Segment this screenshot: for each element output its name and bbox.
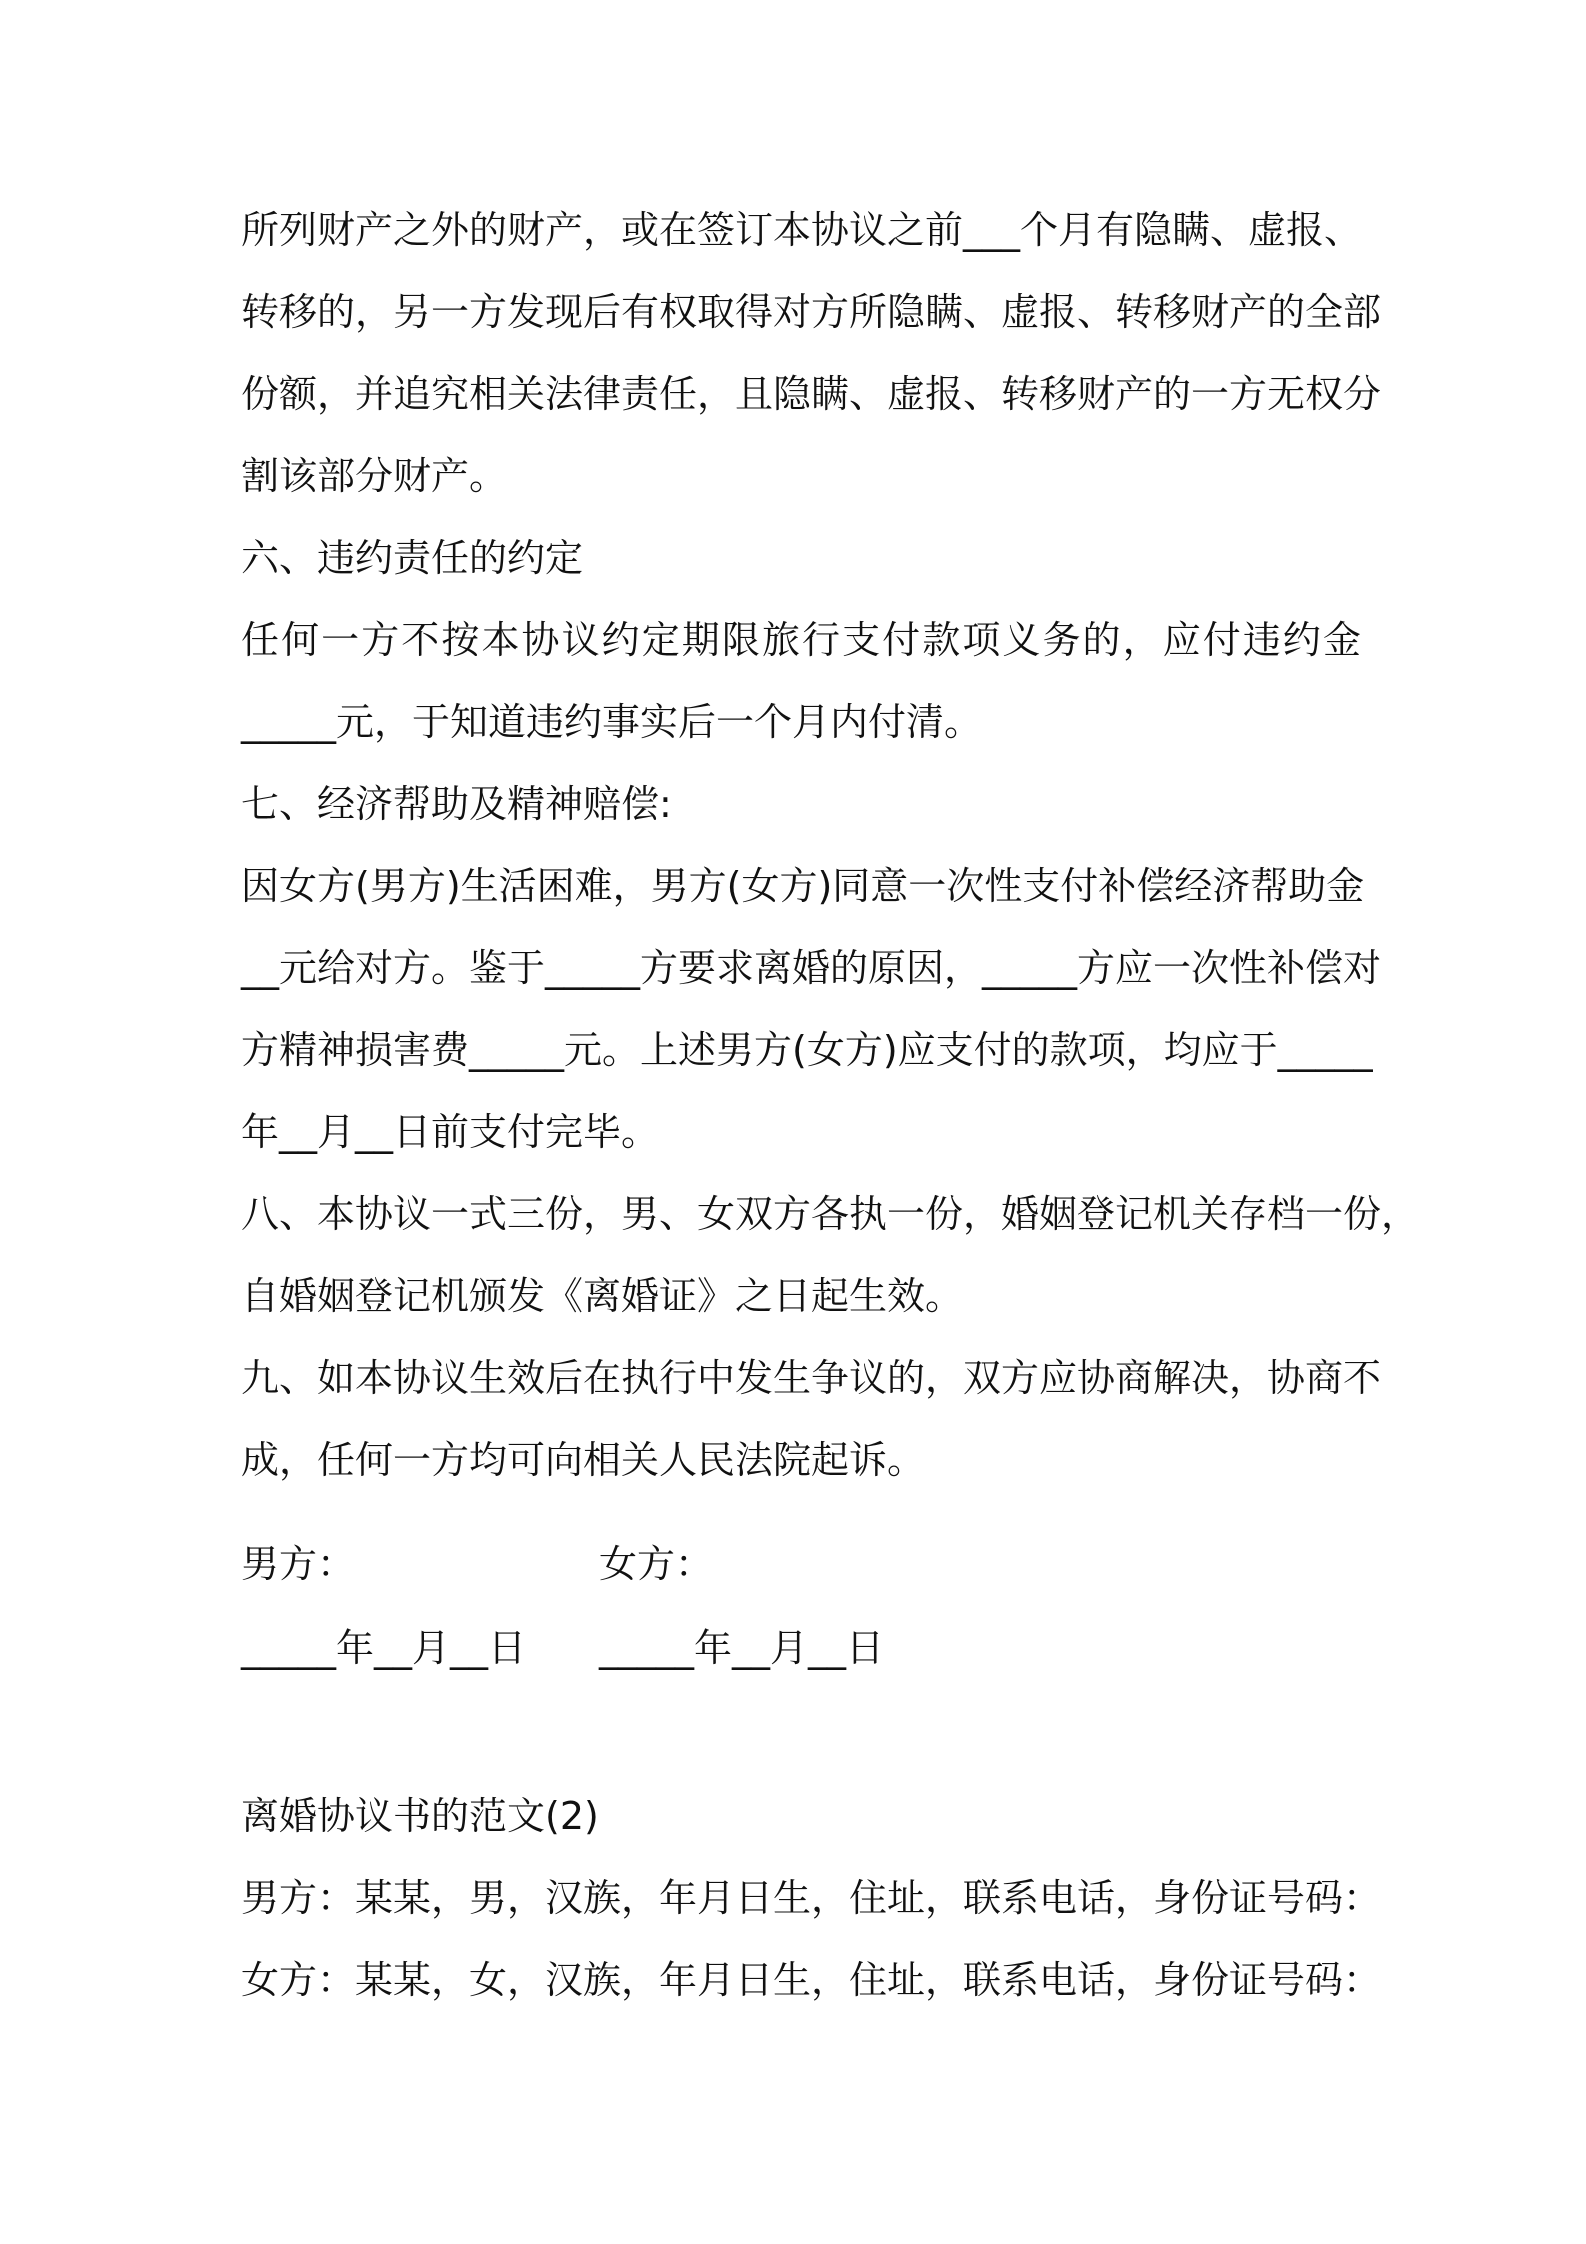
- male-party-line: 男方：某某，男，汉族，年月日生，住址，联系电话，身份证号码：: [241, 1876, 1382, 1920]
- paragraph-line: 八、本协议一式三份，男、女双方各执一份，婚姻登记机关存档一份，: [241, 1192, 1420, 1236]
- female-signature-label: 女方：: [599, 1542, 714, 1586]
- paragraph-line: 所列财产之外的财产，或在签订本协议之前___个月有隐瞒、虚报、: [241, 208, 1363, 252]
- paragraph-line: __元给对方。鉴于_____方要求离婚的原因，_____方应一次性补偿对: [241, 946, 1382, 990]
- paragraph-line: 因女方(男方)生活困难，男方(女方)同意一次性支付补偿经济帮助金: [241, 864, 1365, 908]
- paragraph-line: _____元，于知道违约事实后一个月内付清。: [241, 700, 983, 744]
- female-signature-date: _____年__月__日: [599, 1626, 885, 1670]
- section-heading: 六、违约责任的约定: [241, 536, 584, 580]
- male-signature-label: 男方：: [241, 1542, 356, 1586]
- paragraph-line: 年__月__日前支付完毕。: [241, 1110, 660, 1154]
- section-heading: 七、经济帮助及精神赔偿:: [241, 782, 672, 826]
- paragraph-line: 成，任何一方均可向相关人民法院起诉。: [241, 1438, 926, 1482]
- paragraph-line: 转移的，另一方发现后有权取得对方所隐瞒、虚报、转移财产的全部: [241, 290, 1382, 334]
- template-title: 离婚协议书的范文(2): [241, 1794, 599, 1838]
- paragraph-line: 自婚姻登记机颁发《离婚证》之日起生效。: [241, 1274, 964, 1318]
- paragraph-line: 方精神损害费_____元。上述男方(女方)应支付的款项，均应于_____: [241, 1028, 1373, 1072]
- male-signature-date: _____年__月__日: [241, 1626, 527, 1670]
- paragraph-line: 九、如本协议生效后在执行中发生争议的，双方应协商解决，协商不: [241, 1356, 1382, 1400]
- female-party-line: 女方：某某，女，汉族，年月日生，住址，联系电话，身份证号码：: [241, 1958, 1382, 2002]
- paragraph-line: 任何一方不按本协议约定期限旅行支付款项义务的，应付违约金: [241, 618, 1361, 662]
- paragraph-line: 割该部分财产。: [241, 454, 508, 498]
- paragraph-line: 份额，并追究相关法律责任，且隐瞒、虚报、转移财产的一方无权分: [241, 372, 1382, 416]
